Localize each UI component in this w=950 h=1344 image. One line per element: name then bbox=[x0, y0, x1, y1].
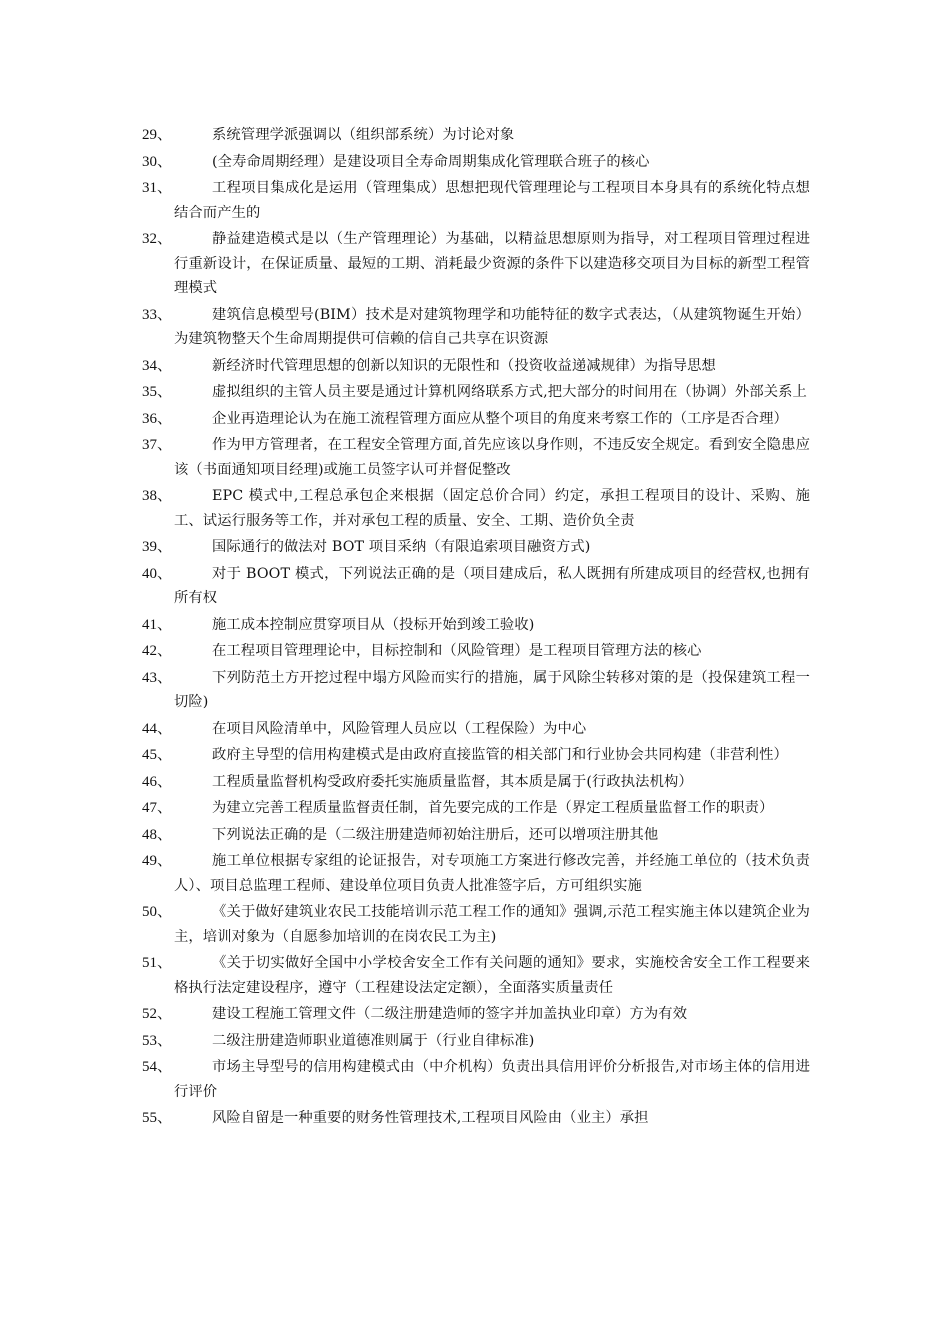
item-number: 46、 bbox=[142, 773, 173, 790]
list-item bbox=[142, 380, 810, 405]
item-number: 47、 bbox=[142, 800, 173, 816]
item-number: 48、 bbox=[142, 826, 173, 843]
list-item bbox=[142, 823, 810, 848]
item-text: 对于 BOOT 模式，下列说法正确的是（项目建成后，私人既拥有所建成项目的经营权,也拥有所有权 bbox=[174, 565, 810, 606]
item-text: EPC 模式中,工程总承包企来根据（固定总价合同）约定，承担工程项目的设计、采购、施工、试运行服务等工作，并对承包工程的质量、安全、工期、造价负全责 bbox=[174, 488, 810, 529]
item-number: 31、 bbox=[142, 180, 173, 196]
item-text: 《关于做好建筑业农民工技能培训示范工程工作的通知》强调,示范工程实施主体以建筑企业为主，培训对象为（自愿参加培训的在岗农民工为主) bbox=[174, 904, 810, 945]
item-text: 在项目风险清单中，风险管理人员应以（工程保险）为中心 bbox=[212, 720, 587, 737]
item-number: 53、 bbox=[142, 1032, 173, 1049]
item-number: 42、 bbox=[142, 643, 173, 659]
item-text: 施工单位根据专家组的论证报告，对专项施工方案进行修改完善，并经施工单位的（技术负责人）、项目总监理工程师、建设单位项目负责人批准签字后，方可组织实施 bbox=[174, 853, 810, 894]
list-item bbox=[142, 849, 810, 898]
list-item bbox=[142, 535, 810, 560]
list-item bbox=[142, 639, 810, 664]
item-number: 37、 bbox=[142, 437, 173, 453]
list-item bbox=[142, 407, 810, 432]
item-text: 为建立完善工程质量监督责任制，首先要完成的工作是（界定工程质量监督工作的职责） bbox=[212, 800, 774, 816]
item-number: 45、 bbox=[142, 747, 173, 763]
item-text: 建筑信息模型号(BIM）技术是对建筑物理学和功能特征的数字式表达，（从建筑物诞生开始）为建筑物整天个生命周期提供可信赖的信自己共享在识资源 bbox=[174, 306, 810, 347]
item-number: 43、 bbox=[142, 669, 173, 686]
item-number: 50、 bbox=[142, 904, 173, 920]
list-item bbox=[142, 770, 810, 795]
item-text: 虚拟组织的主管人员主要是通过计算机网络联系方式,把大部分的时间用在（协调）外部关系上 bbox=[212, 384, 807, 400]
item-number: 29、 bbox=[142, 127, 173, 143]
item-number: 32、 bbox=[142, 231, 173, 247]
list-item bbox=[142, 123, 810, 148]
item-text: 工程质量监督机构受政府委托实施质量监督，其本质是属于(行政执法机构） bbox=[212, 773, 693, 790]
item-number: 38、 bbox=[142, 488, 173, 504]
item-number: 36、 bbox=[142, 410, 173, 427]
item-text: 工程项目集成化是运用（管理集成）思想把现代管理理论与工程项目本身具有的系统化特点想结合而产生的 bbox=[174, 180, 810, 221]
item-number: 41、 bbox=[142, 616, 173, 633]
item-number: 49、 bbox=[142, 853, 173, 869]
list-item bbox=[142, 717, 810, 742]
item-number: 39、 bbox=[142, 539, 173, 555]
list-item bbox=[142, 1106, 810, 1131]
list-item bbox=[142, 176, 810, 225]
item-number: 35、 bbox=[142, 384, 173, 400]
item-number: 34、 bbox=[142, 357, 173, 374]
list-item bbox=[142, 1029, 810, 1054]
item-number: 30、 bbox=[142, 153, 173, 170]
item-text: 建设工程施工管理文件（二级注册建造师的签字并加盖执业印章）方为有效 bbox=[212, 1006, 688, 1022]
item-text: 《关于切实做好全国中小学校舍安全工作有关问题的通知》要求，实施校舍安全工作工程要来格执行法定建设程序，遵守（工程建设法定定额），全面落实质量责任 bbox=[174, 955, 810, 996]
item-text: (全寿命周期经理）是建设项目全寿命周期集成化管理联合班子的核心 bbox=[212, 153, 650, 170]
item-number: 33、 bbox=[142, 306, 173, 323]
item-text: 国际通行的做法对 BOT 项目采纳（有限追索项目融资方式) bbox=[212, 539, 591, 555]
list-item bbox=[142, 796, 810, 821]
item-text: 在工程项目管理理论中，目标控制和（风险管理）是工程项目管理方法的核心 bbox=[212, 643, 702, 659]
list-item bbox=[142, 484, 810, 533]
item-text: 政府主导型的信用构建模式是由政府直接监管的相关部门和行业协会共同构建（非营利性） bbox=[212, 747, 788, 763]
item-text: 新经济时代管理思想的创新以知识的无限性和（投资收益递减规律）为指导思想 bbox=[212, 357, 716, 374]
list-item bbox=[142, 666, 810, 715]
item-number: 54、 bbox=[142, 1059, 173, 1075]
item-text: 系统管理学派强调以（组织部系统）为讨论对象 bbox=[212, 127, 515, 143]
list-item bbox=[142, 562, 810, 611]
item-text: 二级注册建造师职业道德准则属于（行业自律标准) bbox=[212, 1032, 535, 1049]
item-text: 企业再造理论认为在施工流程管理方面应从整个项目的角度来考察工作的（工序是否合理） bbox=[212, 410, 788, 427]
list-item bbox=[142, 613, 810, 638]
item-text: 下列说法正确的是（二级注册建造师初始注册后，还可以增项注册其他 bbox=[212, 826, 659, 843]
list-item bbox=[142, 150, 810, 175]
list-item bbox=[142, 227, 810, 301]
list-item bbox=[142, 1055, 810, 1104]
list-item bbox=[142, 1002, 810, 1027]
item-text: 市场主导型号的信用构建模式由（中介机构）负责出具信用评价分析报告,对市场主体的信用进行评价 bbox=[174, 1059, 810, 1100]
item-text: 风险自留是一种重要的财务性管理技术,工程项目风险由（业主）承担 bbox=[212, 1110, 649, 1126]
item-number: 44、 bbox=[142, 720, 173, 737]
item-text: 作为甲方管理者，在工程安全管理方面,首先应该以身作则，不违反安全规定。看到安全隐患应该（书面通知项目经理)或施工员签字认可并督促整改 bbox=[174, 437, 810, 478]
list-item bbox=[142, 951, 810, 1000]
list-item bbox=[142, 433, 810, 482]
list-item bbox=[142, 303, 810, 352]
item-text: 下列防范土方开挖过程中塌方风险而实行的措施，属于风除尘转移对策的是（投保建筑工程一切险) bbox=[174, 669, 810, 710]
list-item bbox=[142, 354, 810, 379]
item-number: 52、 bbox=[142, 1006, 173, 1022]
list-item bbox=[142, 900, 810, 949]
item-number: 55、 bbox=[142, 1110, 173, 1126]
list-item bbox=[142, 743, 810, 768]
item-text: 施工成本控制应贯穿项目从（投标开始到竣工验收) bbox=[212, 616, 535, 633]
item-text: 静益建造模式是以（生产管理理论）为基础，以精益思想原则为指导，对工程项目管理过程进行重新设计，在保证质量、最短的工期、消耗最少资源的条件下以建造移交项目为目标的新型工程管理模式 bbox=[174, 231, 810, 296]
item-number: 51、 bbox=[142, 955, 173, 971]
question-list bbox=[142, 123, 810, 1133]
item-number: 40、 bbox=[142, 565, 173, 582]
